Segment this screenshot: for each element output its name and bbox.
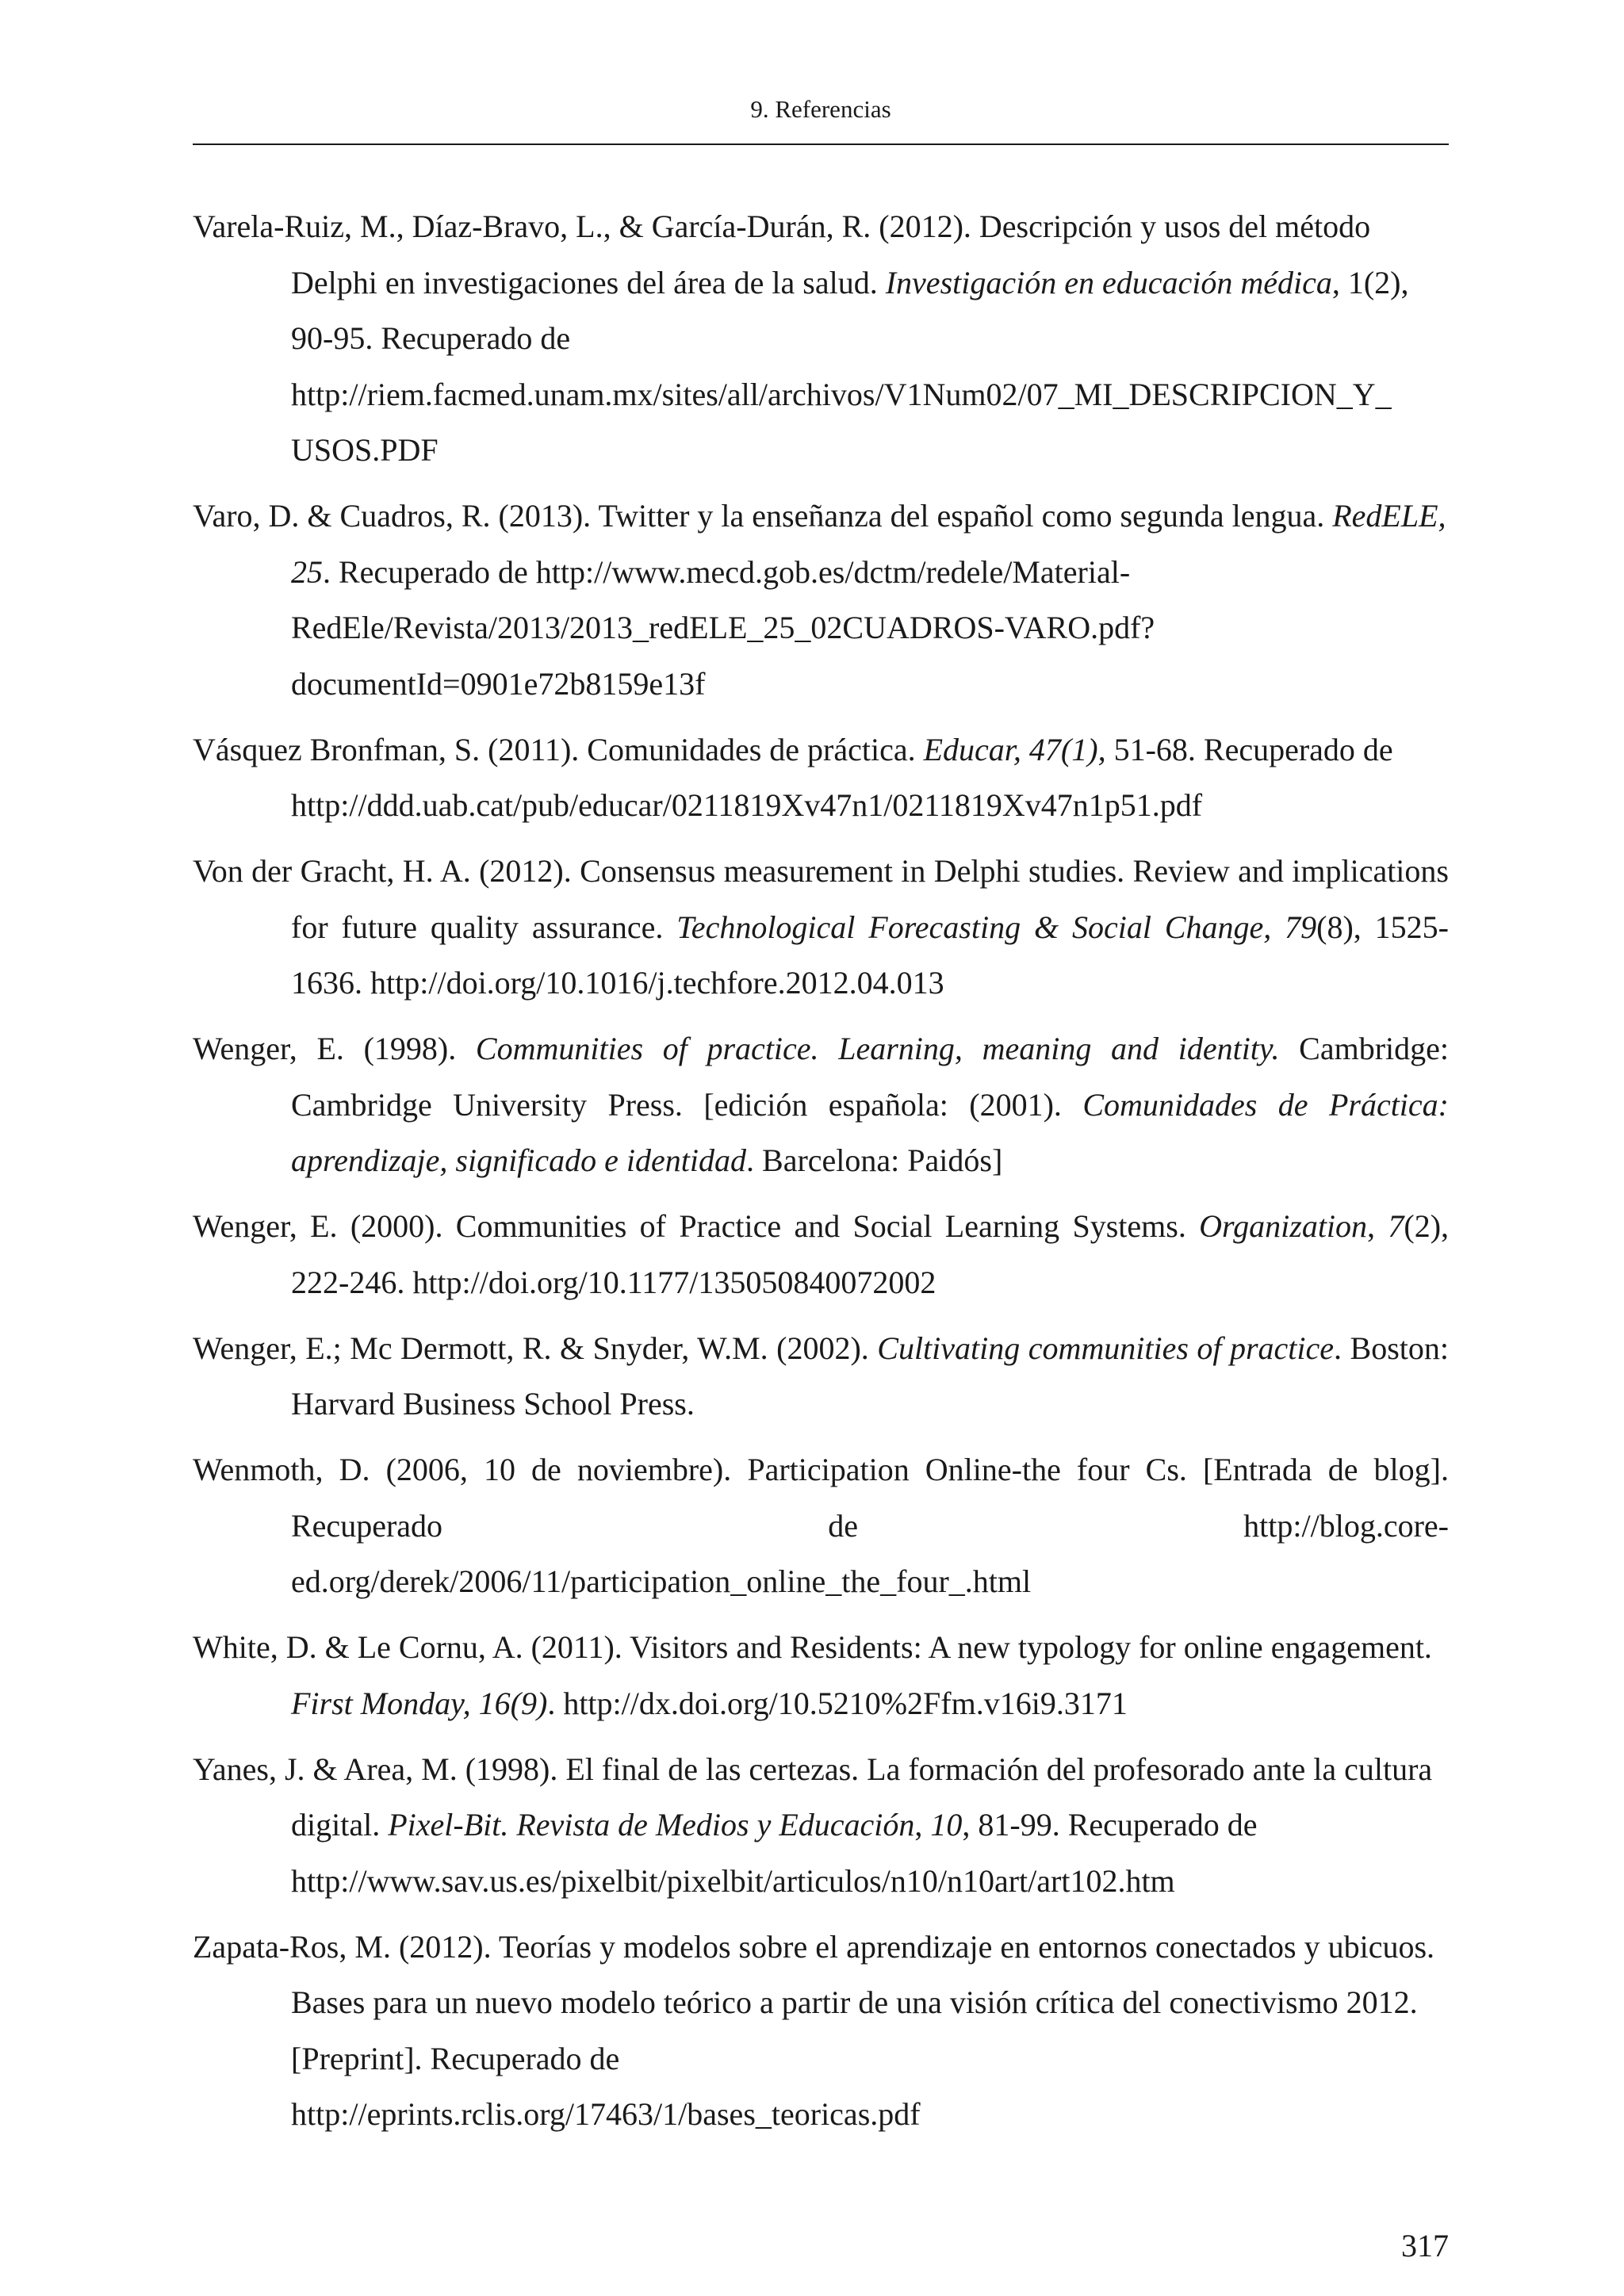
- header-rule: [193, 144, 1449, 145]
- reference-source: Pixel-Bit. Revista de Medios y Educación: [388, 1807, 915, 1843]
- reference-source: Educar, 47(1),: [923, 731, 1106, 767]
- reference-source: 7: [1388, 1208, 1404, 1244]
- reference-item: [193, 1620, 1449, 1732]
- reference-text: . Boston: Harvard Business School Press.: [291, 1330, 1449, 1422]
- reference-item: [193, 1742, 1449, 1910]
- reference-source: Investigación en educación médica: [885, 264, 1332, 300]
- reference-text: Recuperado de http://blog.core-: [291, 1507, 1449, 1544]
- reference-text: Varela-Ruiz, M., Díaz-Bravo, L., & García-Durán, R. (2012). Descripción y usos del método Delphi en investigaciones del área de la salud.: [193, 209, 1371, 300]
- reference-item: [193, 1442, 1449, 1610]
- reference-text: (8), 1525-1636. http://doi.org/10.1016/j.techfore.2012.04.013: [291, 909, 1449, 1001]
- reference-text: . http://dx.doi.org/10.5210%2Ffm.v16i9.3171: [547, 1685, 1128, 1721]
- reference-source: First Monday, 16(9): [291, 1685, 548, 1721]
- reference-source: 10: [930, 1807, 963, 1843]
- running-header: 9. Referencias: [750, 95, 891, 123]
- reference-item: [193, 488, 1449, 712]
- reference-source: RedELE, 25: [291, 498, 1446, 590]
- reference-text: Zapata-Ros, M. (2012). Teorías y modelos sobre el aprendizaje en entornos conectados y ubicuos. Bases para un nuevo modelo teórico a partir de una visión crítica del conectivismo 2012. [Preprint]. Recuperado de: [193, 1928, 1435, 2076]
- reference-text: , 1(2), 90-95. Recuperado de: [291, 264, 1409, 356]
- reference-text: 51-68. Recuperado de http://ddd.uab.cat/pub/educar/0211819Xv47n1/0211819Xv47n1p51.pdf: [291, 731, 1393, 823]
- page-number: 317: [1401, 2228, 1449, 2263]
- reference-source: Organization: [1199, 1208, 1368, 1244]
- reference-text: White, D. & Le Cornu, A. (2011). Visitors and Residents: A new typology for online engagement.: [193, 1629, 1432, 1665]
- reference-text: Varo, D. & Cuadros, R. (2013). Twitter y la enseñanza del español como segunda lengua.: [193, 498, 1333, 534]
- reference-url: http://eprints.rclis.org/17463/1/bases_teoricas.pdf: [291, 2096, 921, 2132]
- reference-item: [193, 199, 1449, 479]
- reference-text: . Barcelona: Paidós]: [746, 1142, 1003, 1178]
- reference-text: Yanes, J. & Area, M. (1998). El final de las certezas. La formación del profesorado ante la cultura digital.: [193, 1751, 1433, 1843]
- reference-text: (2), 222-246. http://doi.org/10.1177/135050840072002: [291, 1208, 1450, 1300]
- reference-item: [193, 1321, 1449, 1433]
- reference-source: Comunidades de Práctica: aprendizaje, significado e identidad: [291, 1086, 1449, 1178]
- reference-url: http://riem.facmed.unam.mx/sites/all/archivos/V1Num02/07_MI_DESCRIPCION_Y_: [291, 376, 1392, 412]
- reference-item: [193, 844, 1449, 1012]
- reference-text: ,: [914, 1807, 931, 1843]
- reference-item: [193, 1021, 1449, 1189]
- reference-text: Wenger, E. (1998).: [193, 1031, 476, 1066]
- reference-item: [193, 722, 1449, 834]
- reference-text: Vásquez Bronfman, S. (2011). Comunidades de práctica.: [193, 731, 924, 767]
- reference-url: USOS.PDF: [291, 432, 439, 468]
- reference-text: Wenger, E.; Mc Dermott, R. & Snyder, W.M. (2002).: [193, 1330, 878, 1366]
- reference-text: ,: [1367, 1208, 1388, 1244]
- reference-source: Technological Forecasting & Social Change, 79: [676, 909, 1317, 945]
- reference-text: Cambridge: Cambridge University Press. [edición española: (2001).: [291, 1031, 1449, 1123]
- reference-text: . Recuperado de http://www.mecd.gob.es/dctm/redele/Material-RedEle/Revista/2013/2013_redELE_25_02CUADROS-VARO.pdf?documentId=0901e72b8159e13f: [291, 553, 1155, 702]
- reference-item: [193, 1919, 1449, 2143]
- reference-list: [193, 199, 1449, 2152]
- reference-source: Cultivating communities of practice: [877, 1330, 1335, 1366]
- reference-item: [193, 1199, 1449, 1311]
- reference-url: ed.org/derek/2006/11/participation_online_the_four_.html: [291, 1563, 1032, 1599]
- reference-text: Von der Gracht, H. A. (2012). Consensus measurement in Delphi studies. Review and implications for future quality assurance.: [193, 853, 1449, 945]
- reference-text: Wenger, E. (2000). Communities of Practice and Social Learning Systems.: [193, 1208, 1200, 1244]
- reference-text: Wenmoth, D. (2006, 10 de noviembre). Participation Online-the four Cs. [Entrada de blog].: [193, 1452, 1449, 1487]
- reference-text: , 81-99. Recuperado de http://www.sav.us.es/pixelbit/pixelbit/articulos/n10/n10art/art102.htm: [291, 1807, 1258, 1899]
- reference-source: Communities of practice. Learning, meaning and identity.: [475, 1031, 1280, 1066]
